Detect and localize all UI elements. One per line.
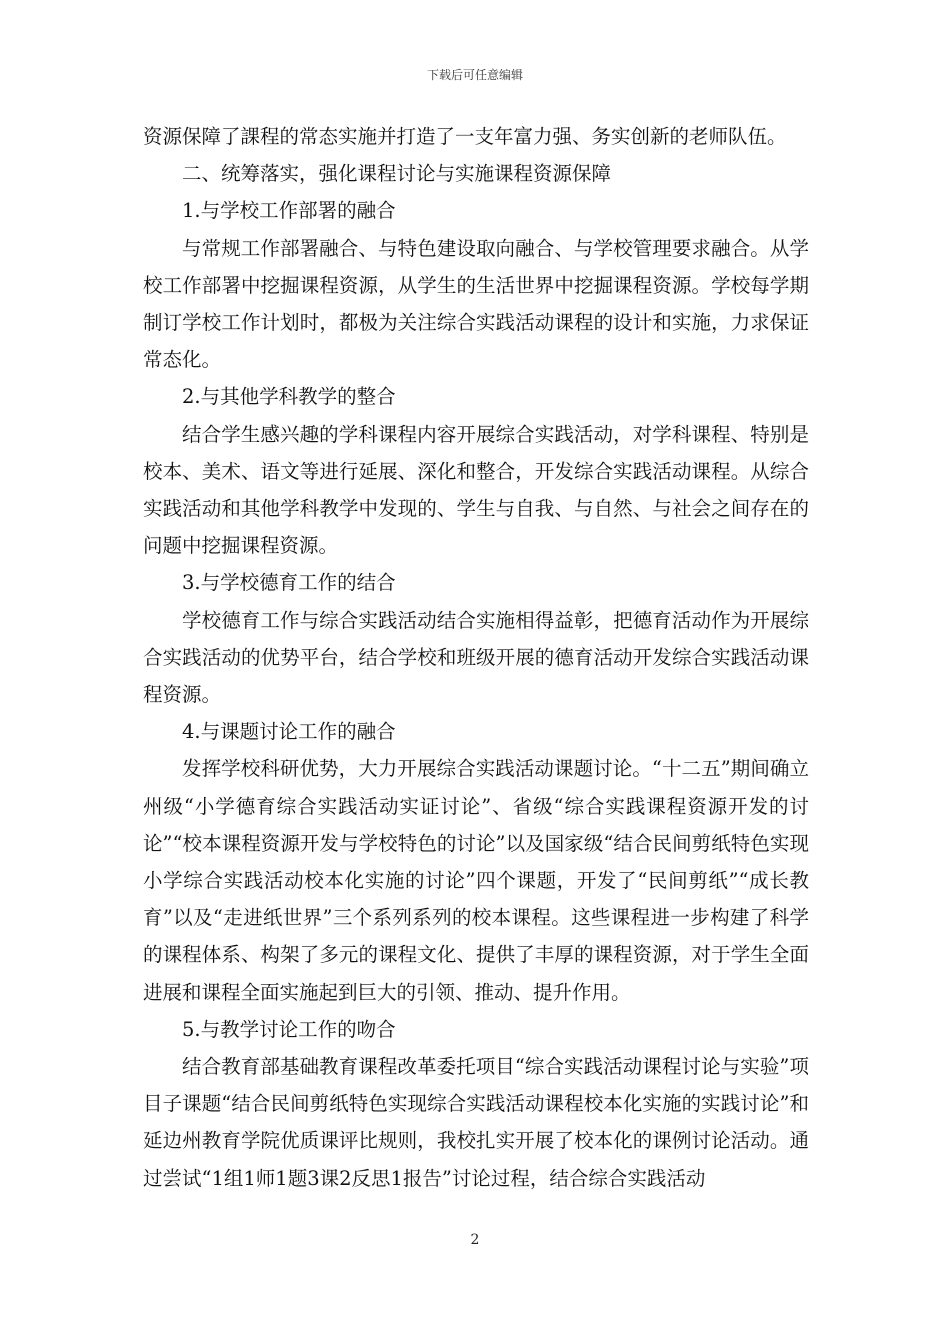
subheading-5: 5.与教学讨论工作的吻合 [182,1017,396,1041]
paragraph-continuation: 资源保障了課程的常态实施并打造了一支年富力强、务实创新的老师队伍。 [143,125,787,148]
page-header: 下载后可任意编辑 [426,68,523,82]
document-body [143,118,809,1197]
subheading-4: 4.与课题讨论工作的融合 [182,720,396,744]
paragraph-3: 学校德育工作与综合实践活动结合实施相得益彰，把德育活动作为开展综合实践活动的优势平台，结合学校和班级开展的德育活动开发综合实践活动课程资源。 [143,608,809,707]
paragraph-2: 结合学生感兴趣的学科课程内容开展综合实践活动，对学科课程、特别是校本、美术、语文等进行延展、深化和整合，开发综合实践活动课程。从综合实践活动和其他学科教学中发现的、学生与自我、与自然、与社会之间存在的问题中挖掘课程资源。 [143,422,809,558]
subheading-2: 2.与其他学科教学的整合 [182,385,396,409]
subheading-1: 1.与学校工作部署的融合 [182,199,396,223]
section-heading: 二、统筹落实，强化课程讨论与实施课程资源保障 [182,162,612,186]
paragraph-1: 与常规工作部署融合、与特色建设取向融合、与学校管理要求融合。从学校工作部署中挖掘课程资源，从学生的生活世界中挖掘课程资源。学校每学期制订学校工作计划时，都极为关注综合实践活动课程的设计和实施，力求保证常态化。 [143,236,809,372]
subheading-3: 3.与学校德育工作的结合 [182,571,396,595]
paragraph-5: 结合教育部基础教育课程改革委托项目“综合实践活动课程讨论与实验”项目子课题“结合民间剪纸特色实现综合实践活动课程校本化实施的实践讨论”和延边州教育学院优质课评比规则，我校扎实开展了校本化的课例讨论活动。通过尝试“1组1师1题3课2反思1报告”讨论过程，结合综合实践活动 [143,1055,809,1190]
page-number: 2 [470,1232,480,1248]
paragraph-4: 发挥学校科研优势，大力开展综合实践活动课题讨论。“十二五”期间确立州级“小学德育综合实践活动实证讨论”、省级“综合实践课程资源开发的讨论”“校本课程资源开发与学校特色的讨论”以及国家级“结合民间剪纸特色实现小学综合实践活动校本化实施的讨论”四个课题，开发了“民间剪纸”“成长教育”以及“走进纸世界”三个系列系列的校本课程。这些课程进一步构建了科学的课程体系、构架了多元的课程文化、提供了丰厚的课程资源，对于学生全面进展和课程全面实施起到巨大的引领、推动、提升作用。 [143,757,809,1004]
